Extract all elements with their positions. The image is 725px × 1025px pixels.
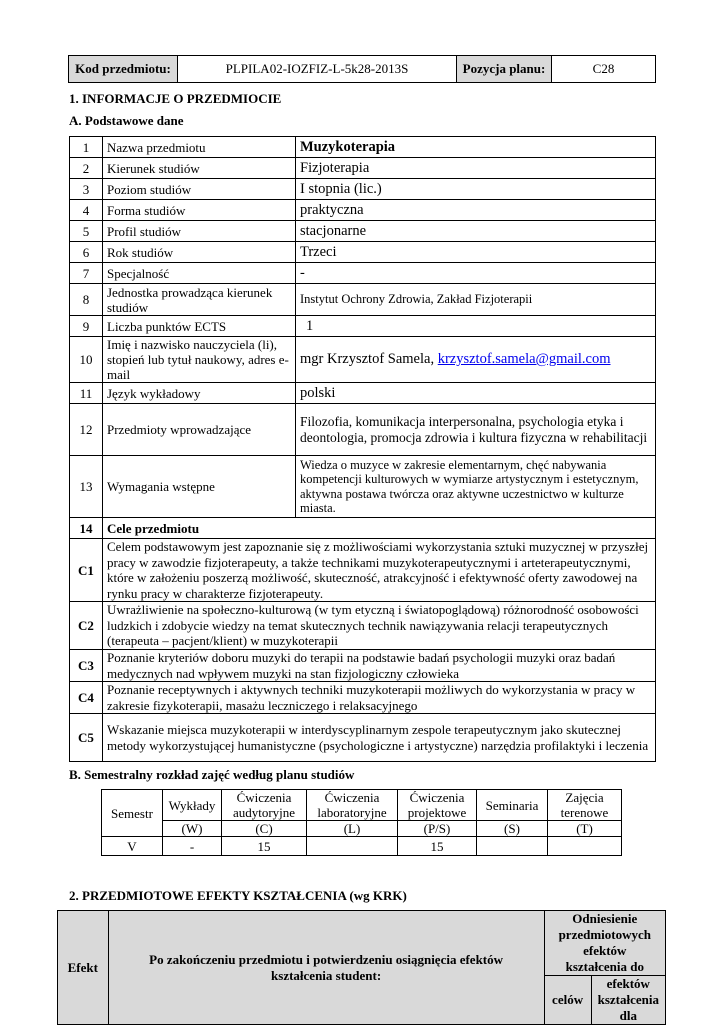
schedule-code: (T) bbox=[548, 821, 622, 837]
row-label: Nazwa przedmiotu bbox=[103, 137, 296, 158]
course-code-value: PLPILA02-IOZFIZ-L-5k28-2013S bbox=[178, 56, 457, 83]
effects-col-effect: Efekt bbox=[58, 911, 109, 1025]
goal-row bbox=[70, 539, 656, 602]
row-value: Trzeci bbox=[296, 242, 656, 263]
row-value: 1 bbox=[296, 316, 656, 337]
row-value: stacjonarne bbox=[296, 221, 656, 242]
row-label: Forma studiów bbox=[103, 200, 296, 221]
table-row bbox=[70, 284, 656, 316]
row-label: Kierunek studiów bbox=[103, 158, 296, 179]
table-row bbox=[70, 158, 656, 179]
teacher-email-link[interactable]: krzysztof.samela@gmail.com bbox=[437, 351, 611, 367]
plan-position-label: Pozycja planu: bbox=[457, 56, 552, 83]
schedule-header: Wykłady bbox=[163, 790, 222, 821]
goal-text: Wskazanie miejsca muzykoterapii w interdyscyplinarnym zespole terapeutycznym jako skutecznej metody wykorzystującej humanistyczne (psychologiczne i artystyczne) narzędzia profilaktyki i leczenia bbox=[103, 714, 656, 762]
schedule-cell bbox=[548, 837, 622, 856]
course-code-label: Kod przedmiotu: bbox=[69, 56, 178, 83]
row-value: praktyczna bbox=[296, 200, 656, 221]
table-row bbox=[70, 337, 656, 383]
goal-id: C1 bbox=[70, 539, 103, 602]
row-label: Specjalność bbox=[103, 263, 296, 284]
schedule-code: (L) bbox=[307, 821, 398, 837]
effects-col-reference: Odniesienie przedmiotowych efektów kształcenia do bbox=[544, 911, 665, 976]
row-label: Rok studiów bbox=[103, 242, 296, 263]
row-label: Profil studiów bbox=[103, 221, 296, 242]
goal-text: Uwrażliwienie na społeczno-kulturową (w tym etyczną i światopoglądową) różnorodność osobowości ludzkich i zdobycie wiedzy na temat skutecznych technik nawiązywania relacji terapeutycznych (terapeuta – pacjent/klient) w muzykoterapii bbox=[103, 602, 656, 650]
schedule-header: Semestr bbox=[102, 790, 163, 837]
row-number: 8 bbox=[70, 284, 103, 316]
table-row bbox=[70, 179, 656, 200]
table-row bbox=[70, 456, 656, 518]
row-label: Jednostka prowadząca kierunek studiów bbox=[103, 284, 296, 316]
goal-id: C3 bbox=[70, 650, 103, 682]
row-value: Fizjoterapia bbox=[296, 158, 656, 179]
table-row bbox=[70, 200, 656, 221]
row-value: Filozofia, komunikacja interpersonalna, psychologia etyka i deontologia, promocja zdrowia i kultura fizyczna w rehabilitacji bbox=[296, 404, 656, 456]
row-label: Imię i nazwisko nauczyciela (li), stopień lub tytuł naukowy, adres e-mail bbox=[103, 337, 296, 383]
row-number: 9 bbox=[70, 316, 103, 337]
row-number: 7 bbox=[70, 263, 103, 284]
table-row bbox=[70, 137, 656, 158]
schedule-cell bbox=[477, 837, 548, 856]
schedule-code: (S) bbox=[477, 821, 548, 837]
section-b-title: B. Semestralny rozkład zajęć według planu studiów bbox=[69, 767, 355, 782]
row-label: Język wykładowy bbox=[103, 383, 296, 404]
plan-position-value: C28 bbox=[552, 56, 656, 83]
course-name: Muzykoterapia bbox=[296, 137, 656, 158]
goals-header-row bbox=[70, 518, 656, 539]
effects-sub-outcomes: efektów kształcenia dla bbox=[591, 976, 665, 1025]
row-label: Przedmioty wprowadzające bbox=[103, 404, 296, 456]
table-row bbox=[70, 221, 656, 242]
goal-row bbox=[70, 714, 656, 762]
schedule-header-row bbox=[102, 790, 622, 821]
row-number: 3 bbox=[70, 179, 103, 200]
goals-title: Cele przedmiotu bbox=[103, 518, 656, 539]
schedule-header: Seminaria bbox=[477, 790, 548, 821]
row-label: Liczba punktów ECTS bbox=[103, 316, 296, 337]
table-row bbox=[70, 383, 656, 404]
row-number: 4 bbox=[70, 200, 103, 221]
goal-id: C5 bbox=[70, 714, 103, 762]
basic-data-table bbox=[69, 136, 656, 762]
row-number: 12 bbox=[70, 404, 103, 456]
row-value: Wiedza o muzyce w zakresie elementarnym, chęć nabywania kompetencji kulturowych w wymiarze artystycznym i estetycznym, aktywna postawa twórcza oraz aktywne uczestnictwo w kulturze miasta. bbox=[296, 456, 656, 518]
schedule-cell: - bbox=[163, 837, 222, 856]
schedule-header: Ćwiczenia audytoryjne bbox=[222, 790, 307, 821]
section-1-title: 1. INFORMACJE O PRZEDMIOCIE bbox=[69, 91, 282, 106]
row-number: 14 bbox=[70, 518, 103, 539]
section-a-title: A. Podstawowe dane bbox=[69, 113, 184, 128]
teacher-name: mgr Krzysztof Samela, bbox=[300, 351, 438, 367]
schedule-code: (C) bbox=[222, 821, 307, 837]
schedule-code: (W) bbox=[163, 821, 222, 837]
schedule-cell: V bbox=[102, 837, 163, 856]
teacher-cell bbox=[296, 337, 656, 383]
row-label: Wymagania wstępne bbox=[103, 456, 296, 518]
goal-text: Poznanie kryteriów doboru muzyki do terapii na podstawie badań psychologii muzyki oraz badań medycznych nad wpływem muzyki na stan fizjologiczny człowieka bbox=[103, 650, 656, 682]
effects-sub-goals: celów bbox=[544, 976, 591, 1025]
table-row bbox=[70, 242, 656, 263]
table-row bbox=[70, 316, 656, 337]
row-number: 6 bbox=[70, 242, 103, 263]
schedule-cell bbox=[307, 837, 398, 856]
row-value: - bbox=[296, 263, 656, 284]
row-value: Instytut Ochrony Zdrowia, Zakład Fizjoterapii bbox=[296, 284, 656, 316]
effects-col-description: Po zakończeniu przedmiotu i potwierdzeniu osiągnięcia efektów kształcenia student: bbox=[108, 911, 544, 1025]
goal-id: C2 bbox=[70, 602, 103, 650]
row-number: 10 bbox=[70, 337, 103, 383]
row-number: 2 bbox=[70, 158, 103, 179]
section-2-title: 2. PRZEDMIOTOWE EFEKTY KSZTAŁCENIA (wg KRK) bbox=[69, 888, 407, 903]
schedule-header: Ćwiczenia projektowe bbox=[398, 790, 477, 821]
row-number: 13 bbox=[70, 456, 103, 518]
effects-header-row bbox=[58, 911, 666, 976]
schedule-header: Zajęcia terenowe bbox=[548, 790, 622, 821]
row-label: Poziom studiów bbox=[103, 179, 296, 200]
schedule-cell: 15 bbox=[222, 837, 307, 856]
schedule-table bbox=[101, 789, 622, 856]
table-row bbox=[70, 263, 656, 284]
goal-row bbox=[70, 682, 656, 714]
row-value: I stopnia (lic.) bbox=[296, 179, 656, 200]
goal-row bbox=[70, 602, 656, 650]
course-code-table bbox=[68, 55, 656, 83]
row-number: 5 bbox=[70, 221, 103, 242]
row-number: 1 bbox=[70, 137, 103, 158]
schedule-cell: 15 bbox=[398, 837, 477, 856]
goal-text: Poznanie receptywnych i aktywnych techniki muzykoterapii możliwych do wykorzystania w pracy w zakresie fizykoterapii, masażu leczniczego i relaksacyjnego bbox=[103, 682, 656, 714]
row-value: polski bbox=[296, 383, 656, 404]
schedule-code: (P/S) bbox=[398, 821, 477, 837]
schedule-codes-row bbox=[102, 821, 622, 837]
table-row bbox=[70, 404, 656, 456]
goal-id: C4 bbox=[70, 682, 103, 714]
effects-table bbox=[57, 910, 666, 1025]
goal-row bbox=[70, 650, 656, 682]
schedule-header: Ćwiczenia laboratoryjne bbox=[307, 790, 398, 821]
goal-text: Celem podstawowym jest zapoznanie się z możliwościami wykorzystania sztuki muzycznej w przyszłej pracy w zawodzie fizjoterapeuty, a także technikami muzykoterapeutycznymi i arteterapeutycznymi, które w założeniu poszerzą możliwość, skuteczność, atrakcyjność i efektywność oferty zawodowej na rynku pracy w charakterze fizjoterapeuty. bbox=[103, 539, 656, 602]
row-number: 11 bbox=[70, 383, 103, 404]
schedule-data-row bbox=[102, 837, 622, 856]
